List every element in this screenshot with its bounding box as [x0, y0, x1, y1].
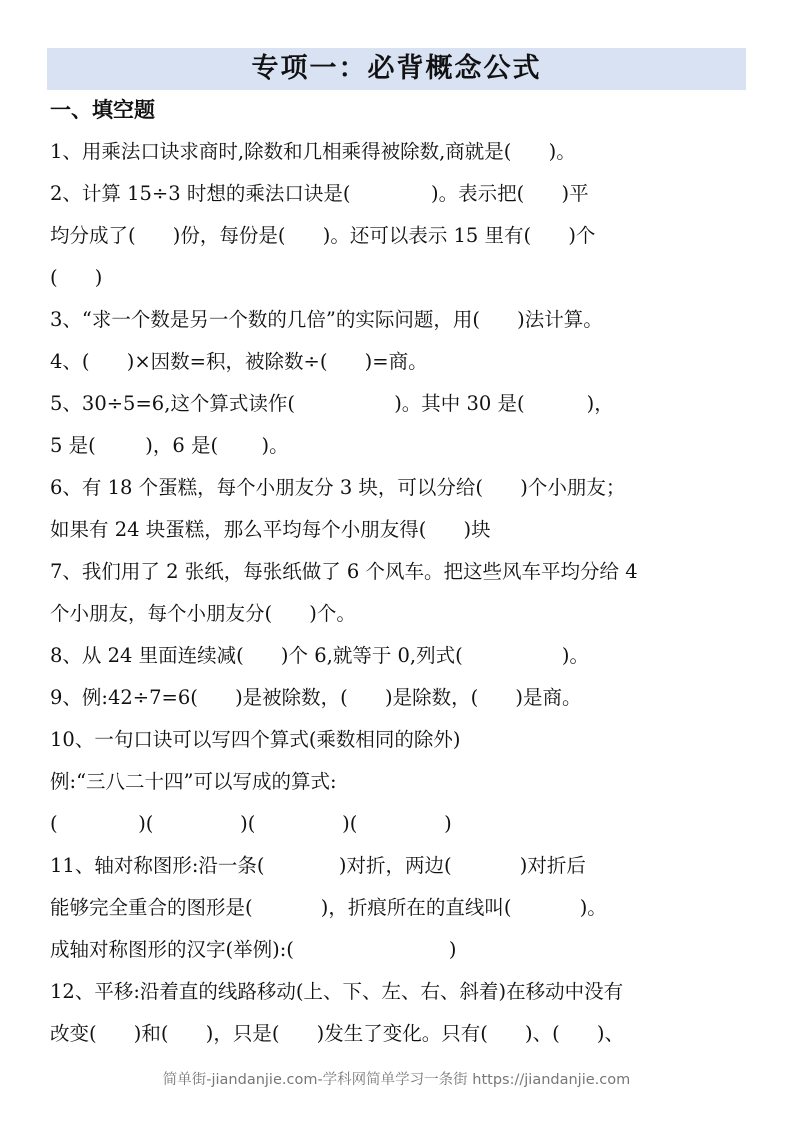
question-line: 7、我们用了 2 张纸，每张纸做了 6 个风车。把这些风车平均分给 4: [50, 560, 638, 583]
question-line: ( )( )( )( ): [50, 812, 452, 835]
question-line: 均分成了( )份，每份是( )。还可以表示 15 里有( )个: [50, 224, 596, 247]
question-line: 改变( )和( )，只是( )发生了变化。只有( )、( )、: [50, 1022, 625, 1045]
question-line: 4、( )×因数=积，被除数÷( )=商。: [50, 350, 428, 373]
question-line: 11、轴对称图形:沿一条( )对折，两边( )对折后: [50, 854, 586, 877]
question-line: 10、一句口诀可以写四个算式(乘数相同的除外): [50, 728, 461, 751]
question-line: 能够完全重合的图形是( )，折痕所在的直线叫( )。: [50, 896, 607, 919]
question-line: 9、例:42÷7=6( )是被除数，( )是除数，( )是商。: [50, 686, 582, 709]
page-title: 专项一：必背概念公式: [251, 53, 542, 84]
section-heading: 一、填空题: [50, 98, 155, 122]
question-line: 1、用乘法口诀求商时,除数和几相乘得被除数,商就是( )。: [50, 140, 576, 163]
question-line: ( ): [50, 266, 103, 289]
question-line: 5 是( )，6 是( )。: [50, 434, 289, 457]
question-line: 8、从 24 里面连续减( )个 6,就等于 0,列式( )。: [50, 644, 590, 667]
question-line: 12、平移:沿着直的线路移动(上、下、左、右、斜着)在移动中没有: [50, 980, 624, 1003]
title-banner: [47, 48, 746, 90]
question-line: 3、“求一个数是另一个数的几倍”的实际问题，用( )法计算。: [50, 308, 603, 331]
question-line: 如果有 24 块蛋糕，那么平均每个小朋友得( )块: [50, 518, 491, 541]
question-line: 5、30÷5=6,这个算式读作( )。其中 30 是( )，: [50, 392, 614, 415]
footer-watermark: 简单街-jiandanjie.com-学科网简单学习一条街 https://jiandanjie.com: [162, 1072, 631, 1088]
question-list: [50, 131, 750, 1055]
question-line: 2、计算 15÷3 时想的乘法口诀是( )。表示把( )平: [50, 182, 589, 205]
question-line: 个小朋友，每个小朋友分( )个。: [50, 602, 356, 625]
question-line: 6、有 18 个蛋糕，每个小朋友分 3 块，可以分给( )个小朋友；: [50, 476, 626, 499]
question-line: 成轴对称图形的汉字(举例):( ): [50, 938, 457, 961]
question-line: 例:“三八二十四”可以写成的算式:: [50, 770, 337, 793]
